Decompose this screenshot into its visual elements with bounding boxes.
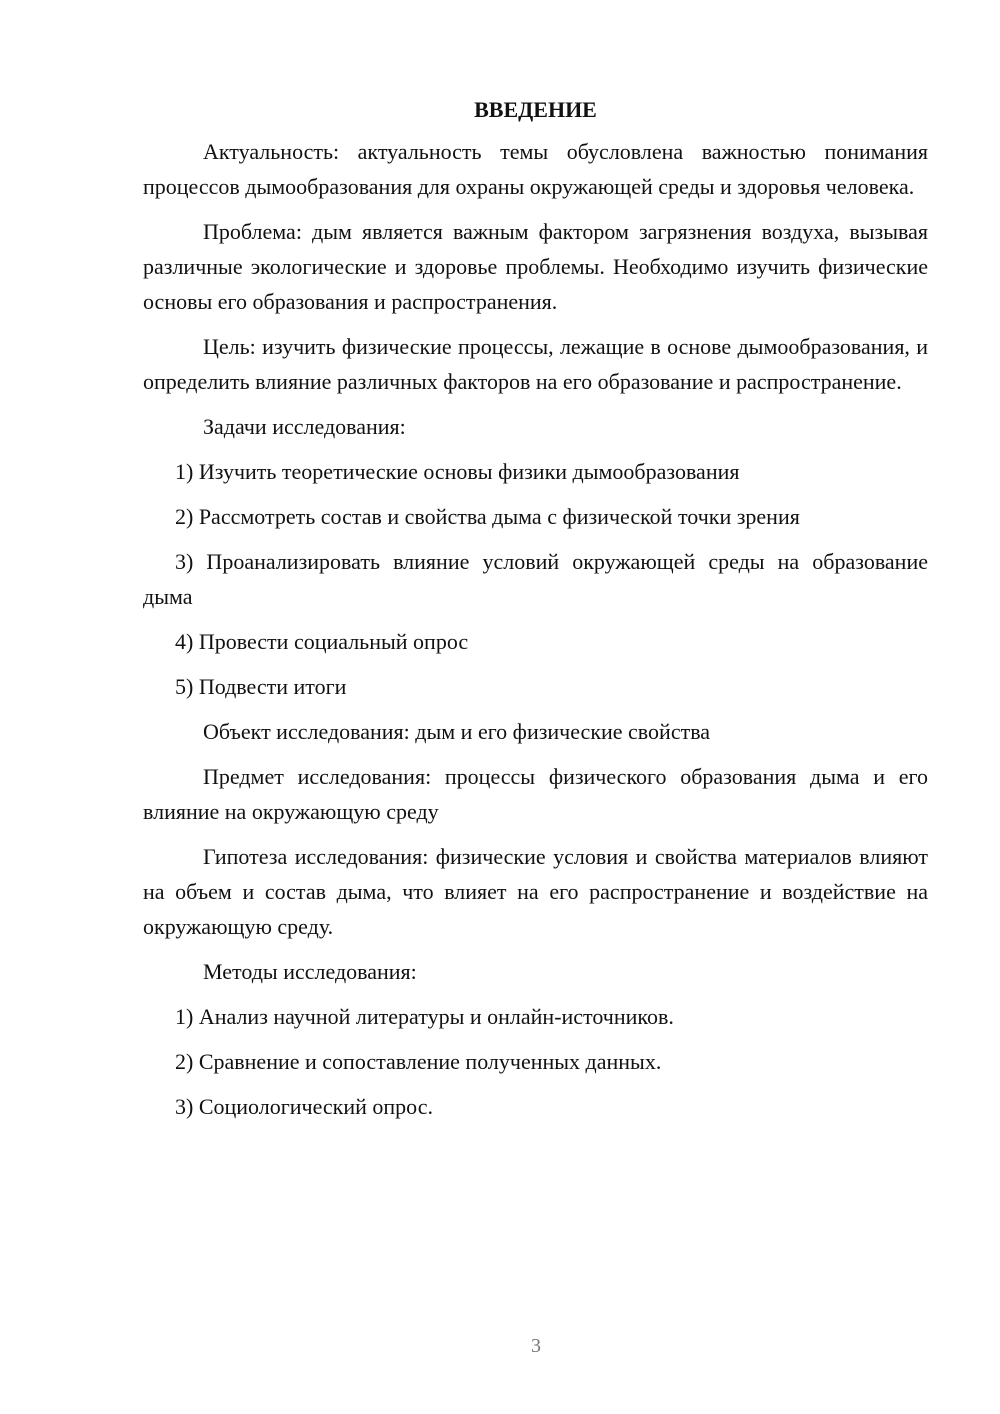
goal-paragraph: Цель: изучить физические процессы, лежащие в основе дымообразования, и определить влияние различных факторов на его образование и распространение. (143, 334, 928, 394)
subject-paragraph: Предмет исследования: процессы физического образования дыма и его влияние на окружающую среду (143, 764, 928, 824)
methods-intro: Методы исследования: (203, 959, 417, 984)
task-item-4: 4) Провести социальный опрос (175, 629, 469, 654)
page-body (143, 90, 928, 1134)
task-item-2: 2) Рассмотреть состав и свойства дыма с физической точки зрения (175, 504, 800, 529)
method-item-3: 3) Социологический опрос. (175, 1094, 433, 1119)
tasks-intro: Задачи исследования: (203, 414, 406, 439)
relevance-paragraph: Актуальность: актуальность темы обусловлена важностью понимания процессов дымообразования для охраны окружающей среды и здоровья человека. (143, 139, 928, 199)
section-heading: ВВЕДЕНИЕ (474, 97, 597, 122)
task-item-3: 3) Проанализировать влияние условий окружающей среды на образование дыма (143, 549, 928, 609)
problem-paragraph: Проблема: дым является важным фактором загрязнения воздуха, вызывая различные экологические и здоровье проблемы. Необходимо изучить физические основы его образования и распространения. (143, 219, 928, 314)
object-paragraph: Объект исследования: дым и его физические свойства (203, 719, 711, 744)
method-item-1: 1) Анализ научной литературы и онлайн-источников. (175, 1004, 674, 1029)
method-item-2: 2) Сравнение и сопоставление полученных данных. (175, 1049, 662, 1074)
page-number: 3 (531, 1335, 541, 1357)
hypothesis-paragraph: Гипотеза исследования: физические условия и свойства материалов влияют на объем и состав дыма, что влияет на его распространение и воздействие на окружающую среду. (143, 844, 928, 939)
task-item-5: 5) Подвести итоги (175, 674, 347, 699)
task-item-1: 1) Изучить теоретические основы физики дымообразования (175, 459, 740, 484)
